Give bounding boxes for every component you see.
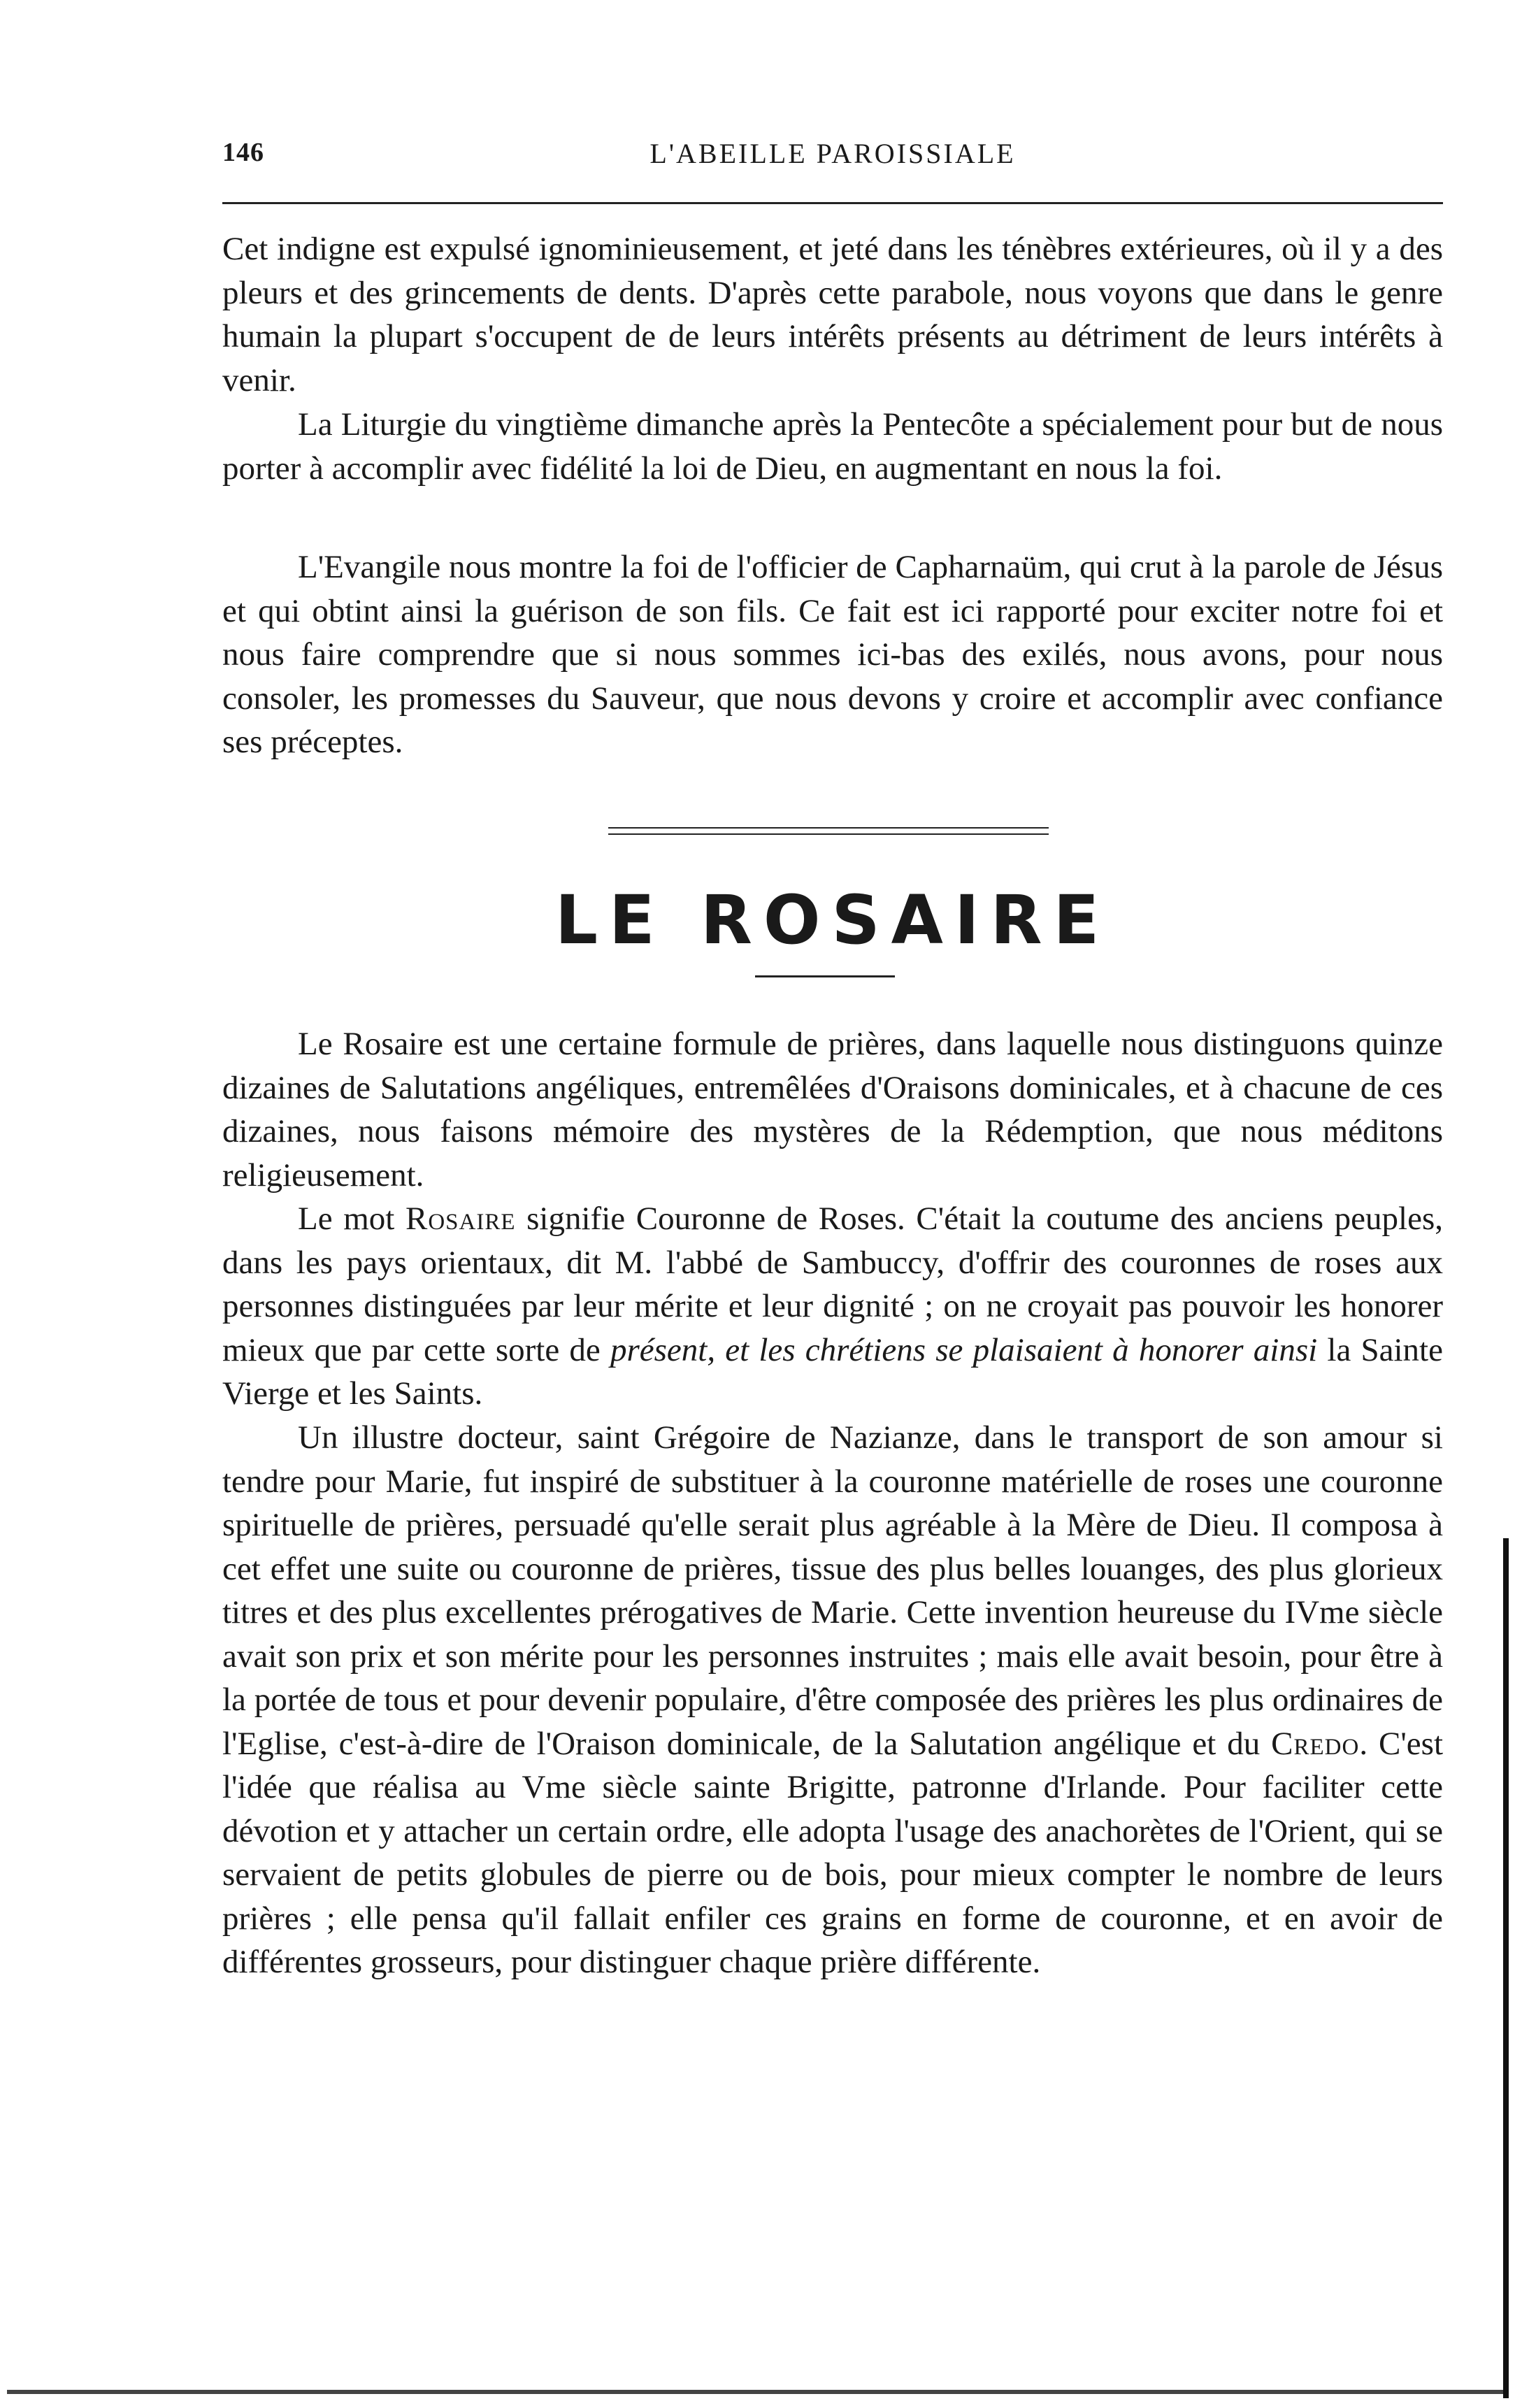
header-rule xyxy=(222,202,1443,204)
paragraph-2: La Liturgie du vingtième dimanche après la Pentecôte a spécialement pour but de nous porter à accomplir avec fidélité la loi de Dieu, en augmentant en nous la foi. xyxy=(222,406,1443,487)
paragraph-1: Cet indigne est expulsé ignominieusement, et jeté dans les ténèbres extérieures, où il y a des pleurs et des grincements de dents. D'après cette parabole, nous voyons que dans le genre humain la plupart s'occupent de de leurs intérêts présents au détriment de leurs intérêts à venir. xyxy=(222,231,1443,399)
paragraph-5-text-c: la Sainte Vierge et les Saints. xyxy=(222,1331,1443,1412)
scan-bottom-edge xyxy=(7,2390,1507,2394)
paragraph-5-text-a: Le mot xyxy=(298,1201,405,1237)
section-separator-top-line xyxy=(608,827,1049,829)
paragraph-4: Le Rosaire est une certaine formule de prières, dans laquelle nous distinguons quinze dizaines de Salutations angéliques, entremêlées d'Oraisons dominicales, et à chacune de ces dizaines, nous faisons mémoire des mystères de la Rédemption, que nous méditons religieusement. xyxy=(222,1026,1443,1194)
paragraph-5-text-b: signifie Couronne de Roses. C'était la coutume des anciens peuples, dans les pays orientaux, dit M. l'abbé de Sambuccy, d'offrir des couronnes de roses aux personnes distinguées par leur mérite et leur dignité ; on ne croyait pas pouvoir les honorer mieux que par cette sorte de xyxy=(222,1201,1443,1368)
page-number: 146 xyxy=(222,138,264,167)
journal-title: L'ABEILLE PAROISSIALE xyxy=(649,138,1016,169)
paragraph-3: L'Evangile nous montre la foi de l'officier de Capharnaüm, qui crut à la parole de Jésus et qui obtint ainsi la guérison de son fils. Ce fait est ici rapporté pour exciter notre foi et nous faire comprendre que si nous sommes ici-bas des exilés, nous avons, pour nous consoler, les promesses du Sauveur, que nous devons y croire et accomplir avec confiance ses préceptes. xyxy=(222,549,1443,760)
word-rosaire: Rosaire xyxy=(405,1201,516,1237)
paragraph-5 xyxy=(222,1197,1443,1416)
scan-right-edge xyxy=(1503,1538,1509,2398)
section-title: LE ROSAIRE xyxy=(554,881,1111,959)
paragraph-6-text-a: Un illustre docteur, saint Grégoire de Nazianze, dans le transport de son amour si tendre pour Marie, fut inspiré de substituer à la couronne matérielle de roses une couronne spirituelle de prières, persuadé qu'elle serait plus agréable à la Mère de Dieu. Il composa à cet effet une suite ou couronne de prières, tissue des plus belles louanges, des plus glorieux titres et des plus excellentes prérogatives de Marie. Cette invention heureuse du IVme siècle avait son prix et son mérite pour les personnes instruites ; mais elle avait besoin, pour être à la portée de tous et pour devenir populaire, d'être composée des prières les plus ordinaires de l'Eglise, c'est-à-dire de l'Oraison dominicale, de la Salutation angélique et du xyxy=(222,1419,1443,1762)
word-credo: Credo xyxy=(1271,1725,1360,1762)
section-separator-bottom-line xyxy=(608,833,1049,835)
running-head xyxy=(222,137,1443,179)
paragraph-6 xyxy=(222,1416,1443,1984)
title-underline-rule xyxy=(755,975,895,977)
paragraph-6-text-b: . C'est l'idée que réalisa au Vme siècle sainte Brigitte, patronne d'Irlande. Pour faciliter cette dévotion et y attacher un certain ordre, elle adopta l'usage des anachorètes de l'Orient, qui se servaient de petits globules de pierre ou de bois, pour mieux compter le nombre de leurs prières ; elle pensa qu'il fallait enfiler ces grains en forme de couronne, et en avoir de différentes grosseurs, pour distinguer chaque prière différente. xyxy=(222,1725,1444,1980)
paragraph-5-italic: présent, et les chrétiens se plaisaient à honorer ainsi xyxy=(610,1331,1318,1368)
